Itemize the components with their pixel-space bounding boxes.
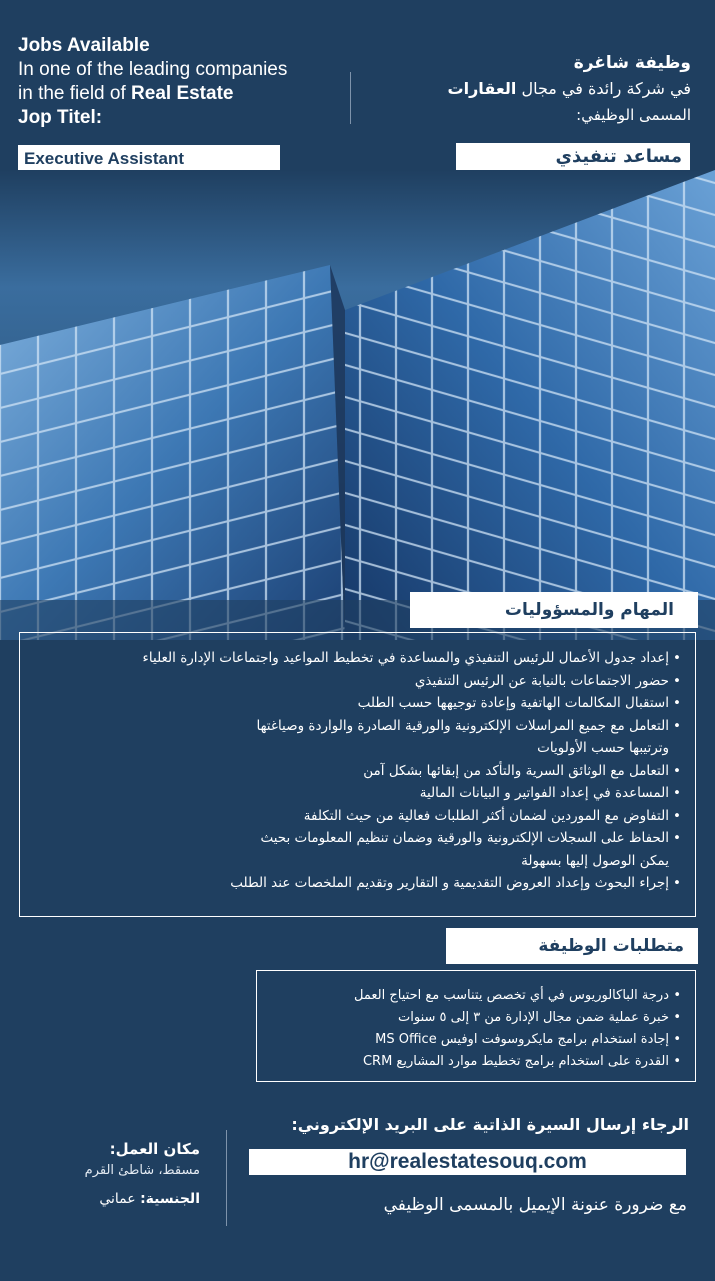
email-link[interactable]: hr@realestatesouq.com [249,1149,686,1175]
work-location-value: مسقط، شاطئ القرم [84,1163,200,1178]
list-item-continuation [31,850,681,873]
list-item-text: التعامل مع جميع المراسلات الإلكترونية والورقية الصادرة والواردة وصياغتها [256,717,669,734]
list-item [31,782,681,805]
list-item [31,647,681,670]
requirements-title: متطلبات الوظيفة [446,928,698,964]
bullet-icon: • [673,717,681,734]
send-cv-instruction: الرجاء إرسال السيرة الذاتية على البريد الإلكتروني: [291,1115,689,1134]
job-title-box-ar: مساعد تنفيذي [456,143,690,171]
list-item-text: إجراء البحوث وإعداد العروض التقديمية و التقارير وتقديم الملخصات عند الطلب [230,875,669,891]
list-item-text: إعداد جدول الأعمال للرئيس التنفيذي والمساعدة في تخطيط المواعيد واجتماعات الإدارة العلياء [142,650,669,666]
glass-building-image [0,170,715,640]
bullet-icon: • [673,830,681,846]
list-item-text: حضور الاجتماعات بالنيابة عن الرئيس التنفيذي [414,672,669,689]
work-location-block [28,1138,200,1212]
bullet-icon: • [673,875,681,891]
list-item [31,692,681,715]
bullet-icon: • [673,1010,681,1025]
list-item-text: التفاوض مع الموردين لضمان أكثر الطلبات فعالية من حيث التكلفة [303,807,669,824]
list-item-continuation [31,737,681,760]
list-item-text: المساعدة في إعداد الفواتير و البيانات المالية [419,785,669,801]
bullet-icon: • [673,1032,681,1047]
list-item-text: إجادة استخدام برامج مايكروسوفت اوفيس MS Office [375,1032,669,1047]
intro-line-ar [371,76,691,102]
list-item-text: التعامل مع الوثائق السرية والتأكد من إبقائها بشكل آمن [363,762,669,779]
list-item [31,805,681,828]
responsibilities-box [19,632,696,917]
list-item [31,872,681,895]
jobs-available-title: Jobs Available [18,35,150,56]
responsibilities-list [31,647,681,895]
real-estate-bold: Real Estate [131,83,234,104]
list-item-text: الحفاظ على السجلات الإلكترونية والورقية وضمان تنظيم المعلومات بحيث [260,830,669,846]
list-item [31,760,681,783]
real-estate-bold-ar: العقارات [447,79,517,98]
requirements-box [256,970,696,1082]
list-item [31,715,681,738]
intro-line-2-prefix: in the field of [18,83,132,104]
bullet-icon: • [673,988,681,1003]
nationality-label: الجنسية: [140,1191,200,1207]
list-item [261,1029,681,1051]
job-title-label-ar: المسمى الوظيفي: [576,106,691,124]
list-item-text: القدرة على استخدام برامج تخطيط موارد المشاريع CRM [362,1054,669,1069]
bullet-icon: • [673,695,681,711]
list-item [31,670,681,693]
list-item-text: درجة الباكالوريوس في أي تخصص يتناسب مع احتياج العمل [354,988,669,1003]
intro-line-1: In one of the leading companies [18,59,288,80]
list-item-text: وترتيبها حسب الأولويات [537,740,669,756]
responsibilities-title: المهام والمسؤوليات [410,592,698,628]
list-item-text: يمكن الوصول إليها بسهولة [521,852,669,869]
list-item [261,985,681,1007]
job-title-box-en: Executive Assistant [18,145,280,173]
bullet-icon: • [673,650,681,666]
bullet-icon: • [673,762,681,779]
list-item-text: خبرة عملية ضمن مجال الإدارة من ٣ إلى ٥ سنوات [398,1010,669,1025]
requirements-list [261,985,681,1073]
bullet-icon: • [673,785,681,801]
work-location-label: مكان العمل: [109,1140,200,1158]
intro-line-ar-prefix: في شركة رائدة في مجال [516,79,691,98]
nationality [28,1186,200,1212]
english-intro [18,34,338,130]
list-item [261,1051,681,1073]
header-divider [350,72,351,124]
arabic-intro [371,50,691,128]
vacancy-title-ar: وظيفة شاغرة [573,53,691,73]
footer-divider [226,1130,227,1226]
bullet-icon: • [673,1054,681,1069]
list-item-text: استقبال المكالمات الهاتفية وإعادة توجيهها حسب الطلب [357,695,669,711]
list-item [261,1007,681,1029]
bullet-icon: • [673,807,681,824]
job-title-label-en: Jop Titel: [18,107,103,128]
nationality-value: عماني [99,1191,136,1207]
intro-line-2 [18,82,338,106]
bullet-icon: • [673,672,681,689]
list-item [31,827,681,850]
email-subject-note: مع ضرورة عنونة الإيميل بالمسمى الوظيفي [383,1195,687,1215]
